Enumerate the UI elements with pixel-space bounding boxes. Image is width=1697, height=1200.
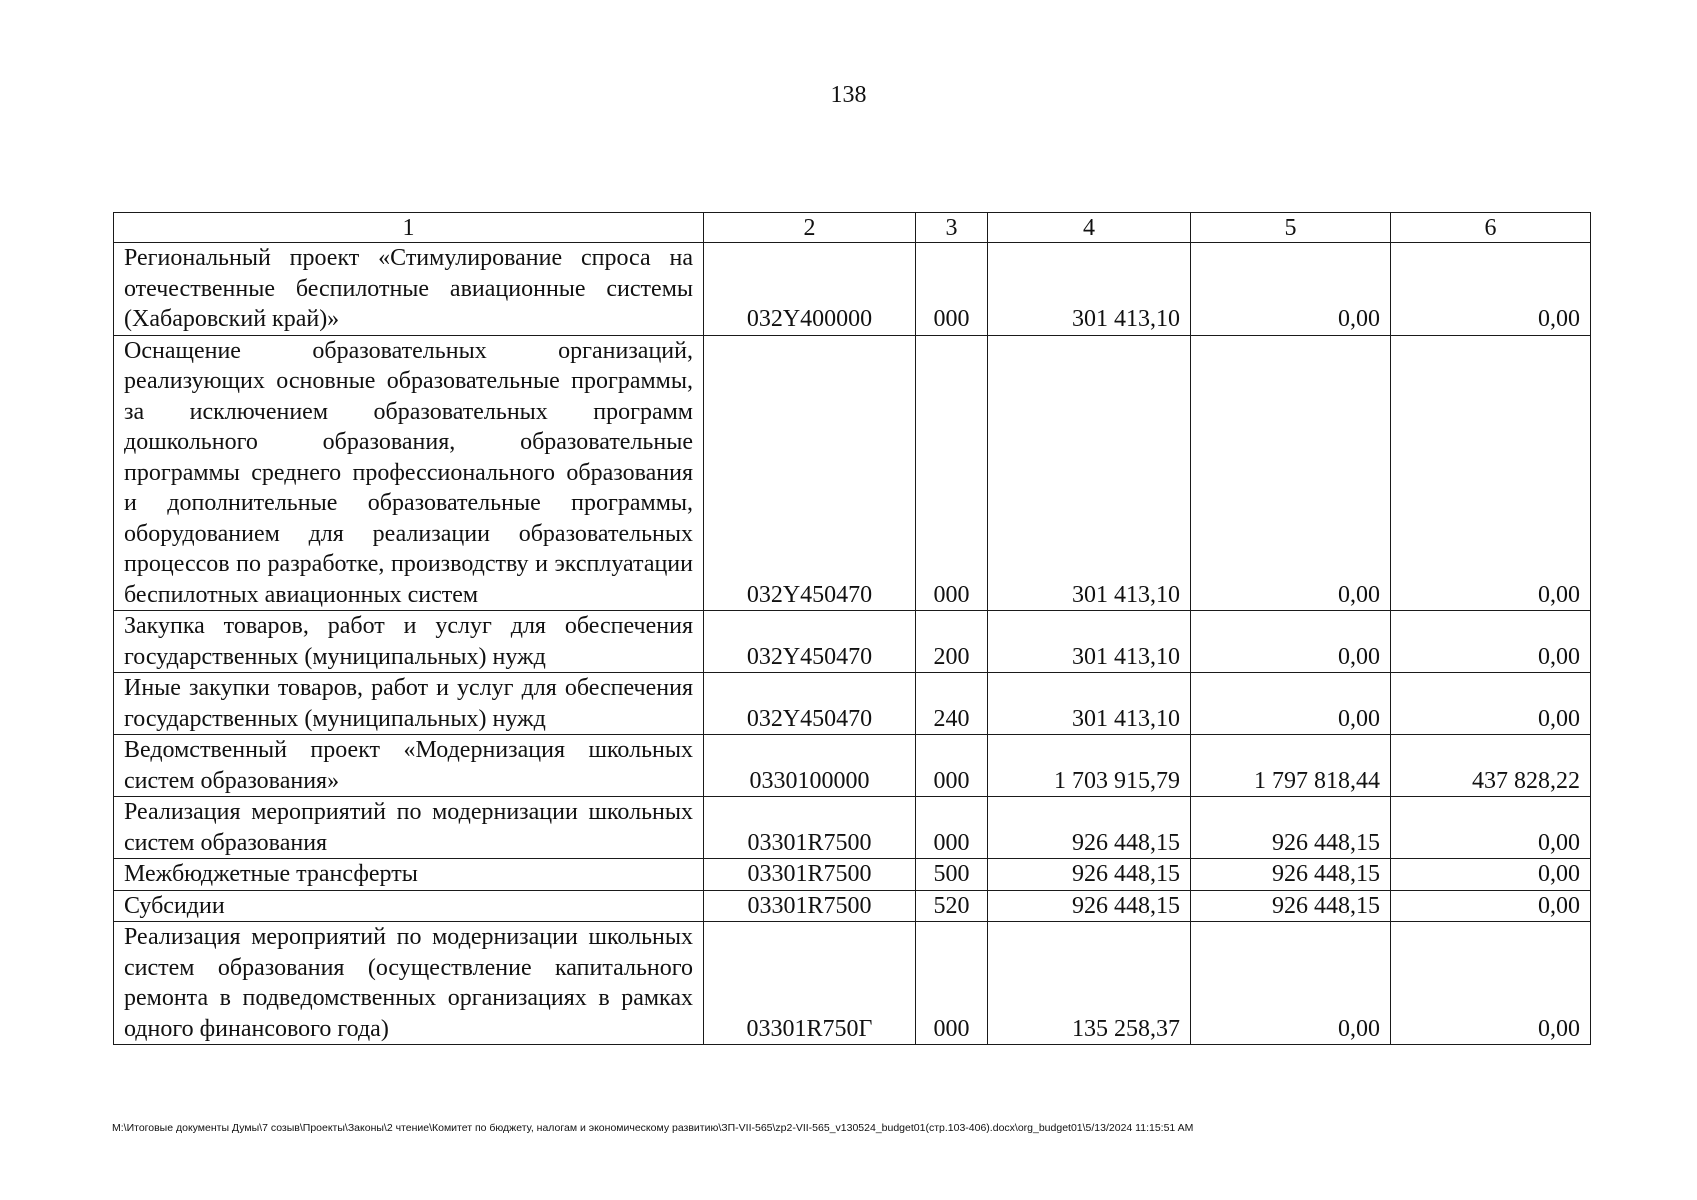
row-type: 500	[916, 859, 988, 891]
header-col-1: 1	[114, 213, 704, 243]
row-code: 032Y450470	[704, 611, 916, 673]
row-code: 03301R750Г	[704, 922, 916, 1045]
row-value-6: 0,00	[1391, 611, 1591, 673]
row-value-5: 0,00	[1191, 611, 1391, 673]
row-value-6: 0,00	[1391, 922, 1591, 1045]
row-code: 03301R7500	[704, 797, 916, 859]
row-name: Оснащение образовательных организаций, реализующих основные образовательные программы, за исключением образовательных программ дошкольного образования, образовательные программы среднего профессионального образования и дополнительные образовательные программы, оборудованием для реализации образовательных процессов по разработке, производству и эксплуатации беспилотных авиационных систем	[114, 335, 704, 611]
row-type: 000	[916, 335, 988, 611]
header-col-3: 3	[916, 213, 988, 243]
row-value-5: 0,00	[1191, 335, 1391, 611]
row-value-5: 0,00	[1191, 243, 1391, 336]
table-header-row	[114, 213, 1591, 243]
header-col-2: 2	[704, 213, 916, 243]
row-name: Реализация мероприятий по модернизации школьных систем образования	[114, 797, 704, 859]
page-number: 138	[830, 82, 867, 108]
table-row	[114, 673, 1591, 735]
row-name: Закупка товаров, работ и услуг для обеспечения государственных (муниципальных) нужд	[114, 611, 704, 673]
table-row	[114, 890, 1591, 922]
row-value-6: 0,00	[1391, 890, 1591, 922]
row-code: 032Y450470	[704, 335, 916, 611]
table-row	[114, 797, 1591, 859]
row-code: 03301R7500	[704, 890, 916, 922]
row-type: 000	[916, 243, 988, 336]
header-col-5: 5	[1191, 213, 1391, 243]
row-code: 0330100000	[704, 735, 916, 797]
row-value-5: 0,00	[1191, 922, 1391, 1045]
row-value-5: 1 797 818,44	[1191, 735, 1391, 797]
row-type: 520	[916, 890, 988, 922]
row-value-6: 0,00	[1391, 673, 1591, 735]
row-name: Ведомственный проект «Модернизация школьных систем образования»	[114, 735, 704, 797]
row-value-4: 301 413,10	[988, 243, 1191, 336]
row-code: 032Y450470	[704, 673, 916, 735]
table-row	[114, 859, 1591, 891]
row-code: 032Y400000	[704, 243, 916, 336]
table-row	[114, 922, 1591, 1045]
row-value-6: 0,00	[1391, 243, 1591, 336]
row-name: Реализация мероприятий по модернизации школьных систем образования (осуществление капитального ремонта в подведомственных организациях в рамках одного финансового года)	[114, 922, 704, 1045]
row-value-5: 926 448,15	[1191, 859, 1391, 891]
row-value-6: 0,00	[1391, 335, 1591, 611]
row-type: 200	[916, 611, 988, 673]
row-type: 000	[916, 797, 988, 859]
row-value-5: 926 448,15	[1191, 797, 1391, 859]
row-value-4: 135 258,37	[988, 922, 1191, 1045]
row-value-4: 926 448,15	[988, 797, 1191, 859]
row-value-5: 0,00	[1191, 673, 1391, 735]
row-type: 240	[916, 673, 988, 735]
row-name: Межбюджетные трансферты	[114, 859, 704, 891]
row-value-6: 0,00	[1391, 859, 1591, 891]
row-value-4: 301 413,10	[988, 673, 1191, 735]
document-file-path: M:\Итоговые документы Думы\7 созыв\Проекты\Законы\2 чтение\Комитет по бюджету, налогам и экономическому развитию\ЗП-VII-565\zp2-VII-565_v130524_budget01(стр.103-406).docx\org_budget01\5/13/2024 11:15:51 AM	[112, 1122, 1194, 1134]
row-value-4: 301 413,10	[988, 611, 1191, 673]
table-row	[114, 335, 1591, 611]
header-col-4: 4	[988, 213, 1191, 243]
row-value-6: 0,00	[1391, 797, 1591, 859]
row-value-4: 301 413,10	[988, 335, 1191, 611]
table-row	[114, 735, 1591, 797]
row-name: Субсидии	[114, 890, 704, 922]
row-type: 000	[916, 922, 988, 1045]
row-value-4: 926 448,15	[988, 859, 1191, 891]
row-code: 03301R7500	[704, 859, 916, 891]
row-value-5: 926 448,15	[1191, 890, 1391, 922]
header-col-6: 6	[1391, 213, 1591, 243]
budget-table	[113, 212, 1591, 1045]
row-value-4: 926 448,15	[988, 890, 1191, 922]
row-name: Региональный проект «Стимулирование спроса на отечественные беспилотные авиационные системы (Хабаровский край)»	[114, 243, 704, 336]
row-value-4: 1 703 915,79	[988, 735, 1191, 797]
row-name: Иные закупки товаров, работ и услуг для обеспечения государственных (муниципальных) нужд	[114, 673, 704, 735]
table-row	[114, 611, 1591, 673]
row-type: 000	[916, 735, 988, 797]
table-row	[114, 243, 1591, 336]
row-value-6: 437 828,22	[1391, 735, 1591, 797]
